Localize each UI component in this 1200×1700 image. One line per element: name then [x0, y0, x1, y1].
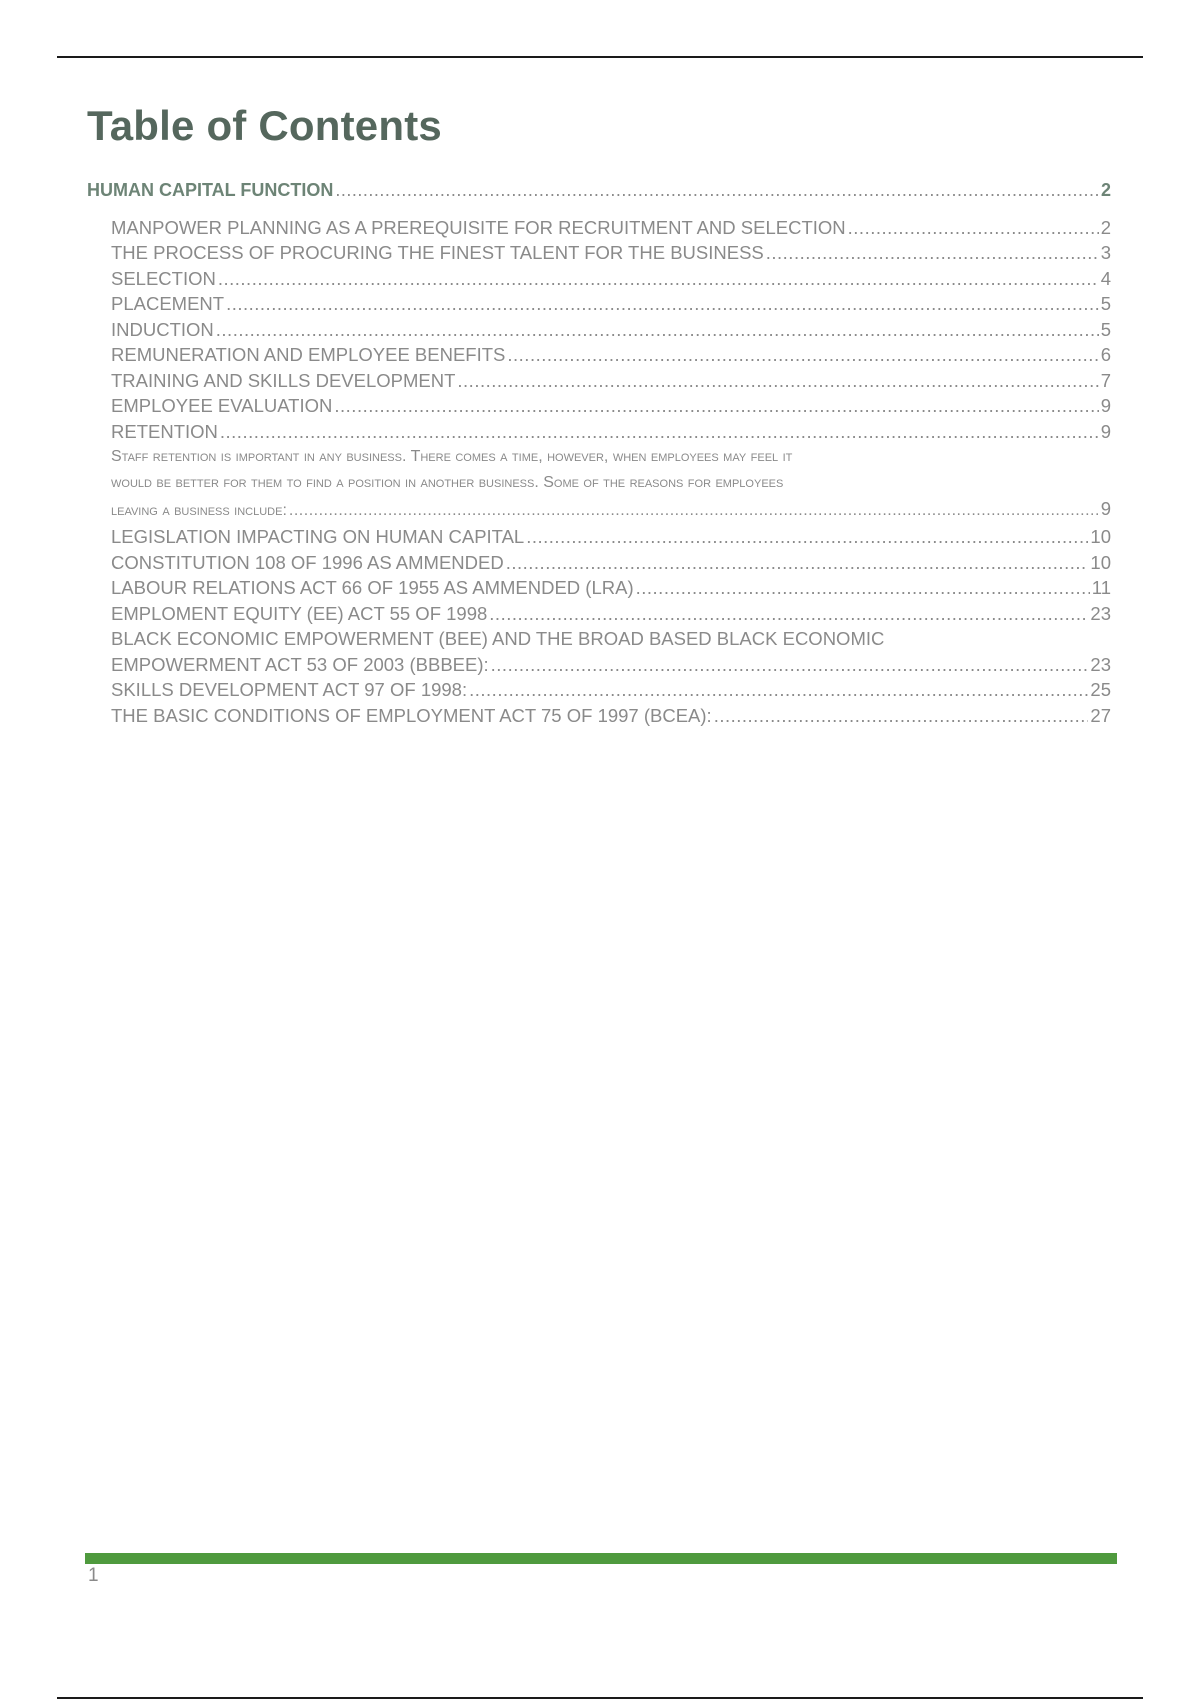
table-of-contents — [87, 178, 1111, 728]
toc-entry-text: EMPLOMENT EQUITY (EE) ACT 55 OF 1998 — [111, 602, 488, 624]
toc-entry-text: RETENTION — [111, 420, 218, 442]
dot-leader — [507, 342, 1098, 368]
dot-leader — [457, 368, 1098, 394]
toc-entry-text-line: leaving a business include: — [111, 502, 287, 519]
toc-entry-page: 23 — [1090, 653, 1111, 675]
toc-entry-page: 25 — [1090, 679, 1111, 700]
dot-leader — [506, 550, 1089, 576]
dot-leader — [489, 601, 1088, 627]
toc-entry-training[interactable] — [87, 368, 1111, 394]
toc-entry-employment-equity-act[interactable] — [87, 601, 1111, 627]
toc-entry-page: 23 — [1090, 602, 1111, 624]
footer-page-number: 1 — [88, 1565, 99, 1586]
toc-entry-selection[interactable] — [87, 266, 1111, 292]
toc-entry-remuneration[interactable] — [87, 342, 1111, 368]
toc-entry-page: 10 — [1090, 526, 1111, 547]
toc-entry-text: PLACEMENT — [111, 293, 225, 314]
dot-leader — [289, 498, 1099, 524]
top-page-rule — [57, 56, 1143, 58]
toc-entry-page: 27 — [1090, 704, 1111, 726]
dot-leader — [216, 317, 1099, 343]
toc-entry-page: 9 — [1100, 498, 1111, 519]
toc-entry-retention[interactable] — [87, 419, 1111, 445]
toc-entry-text: LABOUR RELATIONS ACT 66 OF 1955 AS AMMENDED (LRA) — [111, 577, 634, 598]
dot-leader — [491, 652, 1089, 678]
toc-entry-page: 5 — [1100, 318, 1111, 340]
toc-entry-text: SELECTION — [111, 267, 216, 289]
dot-leader — [766, 240, 1099, 266]
toc-entry-page: 11 — [1091, 577, 1111, 598]
toc-entry-text: THE PROCESS OF PROCURING THE FINEST TALENT FOR THE BUSINESS — [111, 242, 764, 263]
toc-entry-text: HUMAN CAPITAL FUNCTION — [87, 180, 334, 200]
toc-entry-page: 2 — [1100, 180, 1111, 200]
toc-entry-induction[interactable] — [87, 317, 1111, 343]
toc-entry-placement[interactable] — [87, 291, 1111, 317]
dot-leader — [334, 393, 1098, 419]
toc-entry-procuring-talent[interactable] — [87, 240, 1111, 266]
toc-entry-labour-relations-act[interactable] — [87, 575, 1111, 601]
bottom-page-rule — [57, 1697, 1143, 1699]
toc-entry-page: 5 — [1100, 293, 1111, 314]
toc-entry-text: INDUCTION — [111, 318, 214, 340]
toc-entry-page: 2 — [1100, 216, 1111, 238]
toc-entry-page: 9 — [1100, 420, 1111, 442]
toc-entry-text-line: Staff retention is important in any business. There comes a time, however, when employees may feel it — [111, 448, 793, 465]
toc-entry-bee[interactable] — [87, 626, 1111, 677]
dot-leader — [226, 291, 1099, 317]
dot-leader — [218, 266, 1099, 292]
toc-entry-text: CONSTITUTION 108 OF 1996 AS AMMENDED — [111, 551, 504, 573]
toc-entry-page: 3 — [1100, 242, 1111, 263]
toc-entry-text: REMUNERATION AND EMPLOYEE BENEFITS — [111, 344, 506, 365]
toc-entry-manpower-planning[interactable] — [87, 215, 1111, 241]
toc-entry-page: 10 — [1090, 551, 1111, 573]
dot-leader — [848, 215, 1099, 241]
toc-entry-page: 6 — [1100, 344, 1111, 365]
toc-entry-text-line: EMPOWERMENT ACT 53 OF 2003 (BBBEE): — [111, 653, 489, 675]
dot-leader — [714, 703, 1089, 729]
toc-entry-text: TRAINING AND SKILLS DEVELOPMENT — [111, 369, 456, 391]
dot-leader — [636, 575, 1090, 601]
toc-entry-text: MANPOWER PLANNING AS A PREREQUISITE FOR RECRUITMENT AND SELECTION — [111, 216, 846, 238]
toc-entry-staff-retention[interactable] — [87, 444, 1111, 524]
toc-entry-text: THE BASIC CONDITIONS OF EMPLOYMENT ACT 75 OF 1997 (BCEA): — [111, 704, 712, 726]
toc-entry-page: 7 — [1100, 369, 1111, 391]
toc-entry-constitution[interactable] — [87, 550, 1111, 576]
toc-entry-bcea[interactable] — [87, 703, 1111, 729]
footer-accent-bar — [85, 1553, 1117, 1564]
dot-leader — [526, 524, 1088, 550]
toc-entry-text: SKILLS DEVELOPMENT ACT 97 OF 1998: — [111, 679, 468, 700]
toc-title: Table of Contents — [87, 102, 442, 149]
toc-entry-text: LEGISLATION IMPACTING ON HUMAN CAPITAL — [111, 526, 525, 547]
toc-entry-text-line: BLACK ECONOMIC EMPOWERMENT (BEE) AND THE BROAD BASED BLACK ECONOMIC — [111, 628, 885, 649]
toc-entry-text-line: would be better for them to find a position in another business. Some of the reasons for employees — [111, 474, 784, 491]
dot-leader — [469, 677, 1088, 703]
toc-entry-employee-evaluation[interactable] — [87, 393, 1111, 419]
toc-entry-legislation[interactable] — [87, 524, 1111, 550]
toc-entry-page: 9 — [1100, 395, 1111, 416]
toc-entry-human-capital-function[interactable] — [87, 178, 1111, 204]
dot-leader — [335, 178, 1099, 204]
toc-entry-text: EMPLOYEE EVALUATION — [111, 395, 333, 416]
toc-entry-page: 4 — [1100, 267, 1111, 289]
dot-leader — [220, 419, 1099, 445]
toc-entry-skills-development-act[interactable] — [87, 677, 1111, 703]
